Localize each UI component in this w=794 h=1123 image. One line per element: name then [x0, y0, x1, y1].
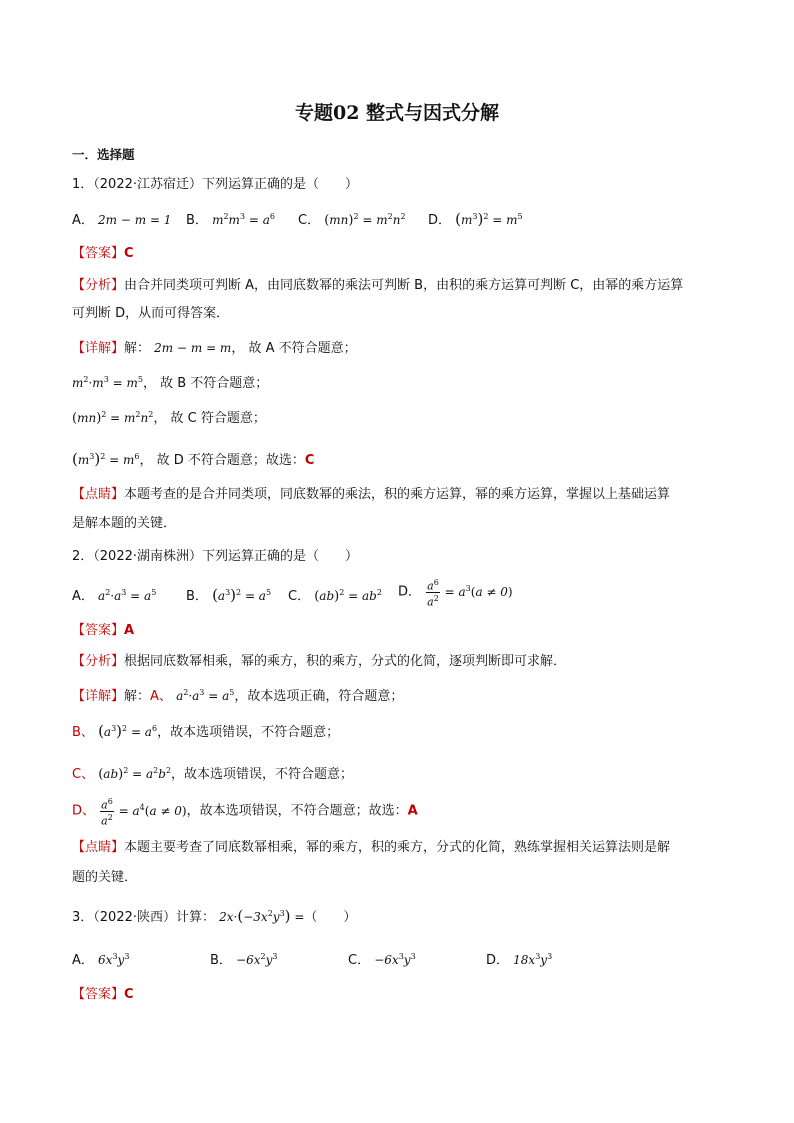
q2-detail-b: B、 $(a^3)^2 = a^6$，故本选项错误，不符合题意； — [72, 722, 340, 740]
q2-detail-a: 【详解】解：A、 $a^2\cdot a^3 = a^5$，故本选项正确，符合题意； — [72, 688, 404, 704]
q1-detail-b-math: $m^2\cdot m^3 = m^5$ — [72, 375, 143, 390]
q2-option-b: B． $(a^3)^2 = a^5$ — [186, 586, 272, 604]
q3-option-a: A． $6x^3y^3$ — [72, 952, 130, 968]
q1-detail-a: 【详解】解： 2m − m = m， 故 A 不符合题意； — [72, 341, 357, 356]
q2-option-a-math: $a^2\cdot a^3 = a^5$ — [98, 588, 157, 603]
q1-answer: 【答案】C — [72, 246, 134, 261]
q1-detail-b: $m^2\cdot m^3 = m^5$， 故 B 不符合题意； — [72, 375, 269, 391]
q2-detail-d: D、 $\frac{a^6}{a^2}$ = $a^4(a \ne 0)$，故本选项错误，不符合题意；故选：A — [72, 797, 418, 828]
q1-comment-line2: 是解本题的关键． — [72, 516, 177, 531]
q1-detail-c: $(mn)^2 = m^2n^2$， 故 C 符合题意； — [72, 410, 266, 426]
q2-option-c-math: $(ab)^2 = ab^2$ — [314, 588, 382, 604]
q1-stem: 1．（2022·江苏宿迁）下列运算正确的是（ ） — [72, 177, 358, 192]
q2-option-d-math: $\frac{a^6}{a^2}$ = $a^3(a \ne 0)$ — [427, 578, 513, 609]
q2-option-b-math: $(a^3)^2 = a^5$ — [212, 586, 272, 604]
q1-comment-line1: 【点睛】本题考查的是合并同类项，同底数幂的乘法，积的乘方运算，幂的乘方运算，掌握以上基础运算 — [72, 487, 671, 502]
q3-option-a-math: $6x^3y^3$ — [98, 952, 130, 967]
q2-option-c: C． $(ab)^2 = ab^2$ — [288, 588, 382, 604]
q2-stem: 2．（2022·湖南株洲）下列运算正确的是（ ） — [72, 549, 358, 564]
q3-option-c-math: $-6x^3y^3$ — [374, 952, 416, 967]
q2-comment-line2: 题的关键． — [72, 870, 138, 885]
q1-option-b-math: $m^2m^3 = a^6$ — [212, 212, 275, 227]
page-title: 专题02 整式与因式分解 — [294, 102, 500, 124]
q3-answer: 【答案】C — [72, 987, 134, 1002]
q1-detail-c-math: $(mn)^2 = m^2n^2$ — [72, 410, 154, 426]
q3-option-c: C． $-6x^3y^3$ — [348, 952, 416, 968]
q2-detail-d-math: $\frac{a^6}{a^2}$ = $a^4(a \ne 0)$ — [101, 797, 187, 828]
section-heading: 一．选择题 — [72, 147, 135, 162]
q1-option-a-math: 2m − m = 1 — [98, 213, 172, 227]
q3-stem: 3．（2022·陕西）计算： $2x\cdot(-3x^2y^3)$ =（ ） — [72, 907, 357, 925]
q1-option-b: B． $m^2m^3 = a^6$ — [186, 212, 275, 228]
q2-analysis: 【分析】根据同底数幂相乘，幂的乘方，积的乘方，分式的化简，逐项判断即可求解． — [72, 654, 567, 669]
q3-stem-math: $2x\cdot(-3x^2y^3)$ = — [219, 907, 305, 925]
q2-option-d: D． $\frac{a^6}{a^2}$ = $a^3(a \ne 0)$ — [398, 578, 513, 609]
q2-detail-c-math: $(ab)^2 = a^2b^2$ — [98, 766, 172, 782]
q1-detail-d-math: $(m^3)^2 = m^6$ — [72, 450, 140, 468]
q2-detail-a-math: $a^2\cdot a^3 = a^5$ — [176, 688, 235, 703]
q2-comment-line1: 【点睛】本题主要考查了同底数幂相乘，幂的乘方，积的乘方，分式的化简，熟练掌握相关运算法则是解 — [72, 840, 671, 855]
q1-option-c-math: $(mn)^2 = m^2n^2$ — [324, 212, 406, 228]
q1-option-d: D． $(m^3)^2 = m^5$ — [428, 210, 523, 228]
q1-option-d-math: $(m^3)^2 = m^5$ — [455, 210, 523, 228]
q2-option-a: A． $a^2\cdot a^3 = a^5$ — [72, 588, 157, 604]
q3-option-d-math: $18x^3y^3$ — [513, 952, 553, 967]
q3-option-b-math: $-6x^2y^3$ — [236, 952, 278, 967]
q3-option-b: B． $-6x^2y^3$ — [210, 952, 278, 968]
q1-analysis-line2: 可判断 D，从而可得答案． — [72, 306, 230, 321]
q1-detail-a-math: 2m − m = m — [154, 341, 232, 355]
q2-answer: 【答案】A — [72, 623, 135, 638]
q2-detail-b-math: $(a^3)^2 = a^6$ — [98, 722, 158, 740]
q1-detail-d: $(m^3)^2 = m^6$， 故 D 不符合题意；故选：C — [72, 450, 315, 468]
q1-option-a: A． 2m − m = 1 — [72, 213, 172, 228]
q1-option-c: C． $(mn)^2 = m^2n^2$ — [298, 212, 406, 228]
q1-analysis-line1: 【分析】由合并同类项可判断 A，由同底数幂的乘法可判断 B，由积的乘方运算可判断 C，由幂的乘方运算 — [72, 278, 684, 293]
q3-option-d: D． $18x^3y^3$ — [486, 952, 553, 968]
q2-detail-c: C、 $(ab)^2 = a^2b^2$，故本选项错误，不符合题意； — [72, 766, 354, 782]
